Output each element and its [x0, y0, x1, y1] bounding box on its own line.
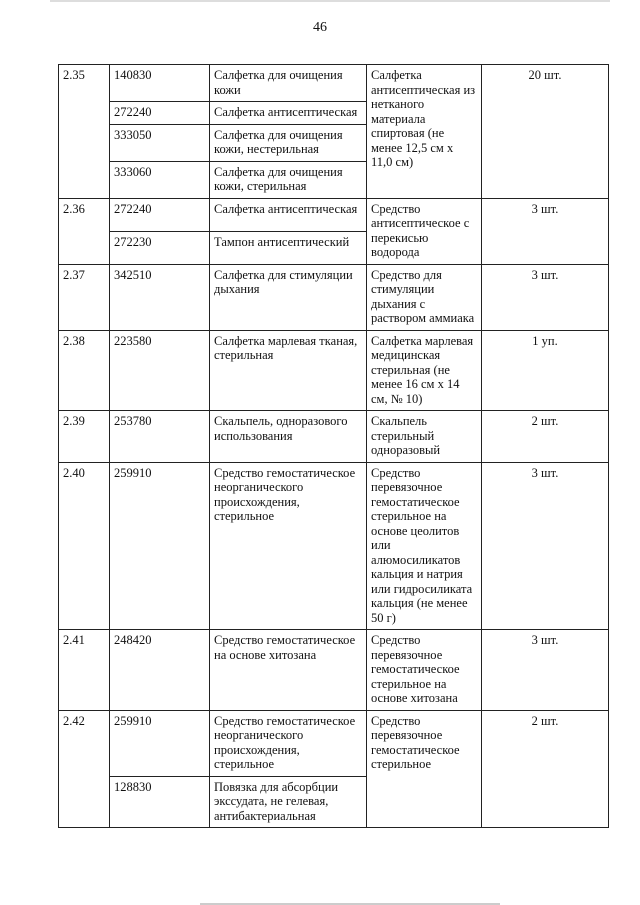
product-name: Средство гемостатическое на основе хитозана	[210, 630, 367, 711]
item-number: 2.36	[59, 198, 110, 264]
product-code: 272230	[110, 231, 210, 264]
product-code: 223580	[110, 330, 210, 411]
table-row	[59, 198, 609, 231]
item-number: 2.38	[59, 330, 110, 411]
product-name: Салфетка для очищения кожи, стерильная	[210, 161, 367, 198]
quantity: 3 шт.	[482, 264, 609, 330]
scan-edge-top	[50, 0, 610, 2]
page-number: 46	[313, 20, 327, 35]
product-code: 248420	[110, 630, 210, 711]
table-row	[59, 462, 609, 630]
table-row	[59, 65, 609, 102]
table-row	[59, 264, 609, 330]
quantity: 3 шт.	[482, 630, 609, 711]
item-number: 2.41	[59, 630, 110, 711]
product-description: Средство для стимуляции дыхания с раствором аммиака	[367, 264, 482, 330]
quantity: 1 уп.	[482, 330, 609, 411]
product-name: Средство гемостатическое неорганического происхождения, стерильное	[210, 710, 367, 776]
product-code: 128830	[110, 776, 210, 828]
product-name: Салфетка для очищения кожи	[210, 65, 367, 102]
product-name: Салфетка антисептическая	[210, 102, 367, 125]
product-description: Средство перевязочное гемостатическое стерильное	[367, 710, 482, 828]
product-code: 259910	[110, 462, 210, 630]
quantity: 3 шт.	[482, 462, 609, 630]
table-row	[59, 411, 609, 463]
product-description: Средство перевязочное гемостатическое стерильное на основе цеолитов или алюмосиликатов кальция и натрия или гидросиликата кальция (не менее 50 г)	[367, 462, 482, 630]
quantity: 3 шт.	[482, 198, 609, 264]
product-name: Салфетка антисептическая	[210, 198, 367, 231]
item-number: 2.42	[59, 710, 110, 828]
product-description: Салфетка антисептическая из нетканого материала спиртовая (не менее 12,5 см х 11,0 см)	[367, 65, 482, 199]
quantity: 20 шт.	[482, 65, 609, 199]
product-code: 272240	[110, 102, 210, 125]
item-number: 2.37	[59, 264, 110, 330]
item-number: 2.35	[59, 65, 110, 199]
product-code: 333050	[110, 124, 210, 161]
product-name: Салфетка для очищения кожи, нестерильная	[210, 124, 367, 161]
product-name: Средство гемостатическое неорганического происхождения, стерильное	[210, 462, 367, 630]
table-row	[59, 630, 609, 711]
product-description: Средство перевязочное гемостатическое стерильное на основе хитозана	[367, 630, 482, 711]
product-description: Салфетка марлевая медицинская стерильная (не менее 16 см х 14 см, № 10)	[367, 330, 482, 411]
product-code: 253780	[110, 411, 210, 463]
item-number: 2.39	[59, 411, 110, 463]
product-name: Салфетка марлевая тканая, стерильная	[210, 330, 367, 411]
quantity: 2 шт.	[482, 710, 609, 828]
product-name: Салфетка для стимуляции дыхания	[210, 264, 367, 330]
table-row	[59, 710, 609, 776]
table-row	[59, 330, 609, 411]
medical-kit-table	[58, 64, 609, 828]
quantity: 2 шт.	[482, 411, 609, 463]
item-number: 2.40	[59, 462, 110, 630]
product-code: 272240	[110, 198, 210, 231]
product-name: Скальпель, одноразового использования	[210, 411, 367, 463]
product-code: 342510	[110, 264, 210, 330]
product-name: Тампон антисептический	[210, 231, 367, 264]
product-description: Средство антисептическое с перекисью водорода	[367, 198, 482, 264]
product-code: 333060	[110, 161, 210, 198]
product-code: 259910	[110, 710, 210, 776]
product-code: 140830	[110, 65, 210, 102]
product-name: Повязка для абсорбции экссудата, не гелевая, антибактериальная	[210, 776, 367, 828]
product-description: Скальпель стерильный одноразовый	[367, 411, 482, 463]
